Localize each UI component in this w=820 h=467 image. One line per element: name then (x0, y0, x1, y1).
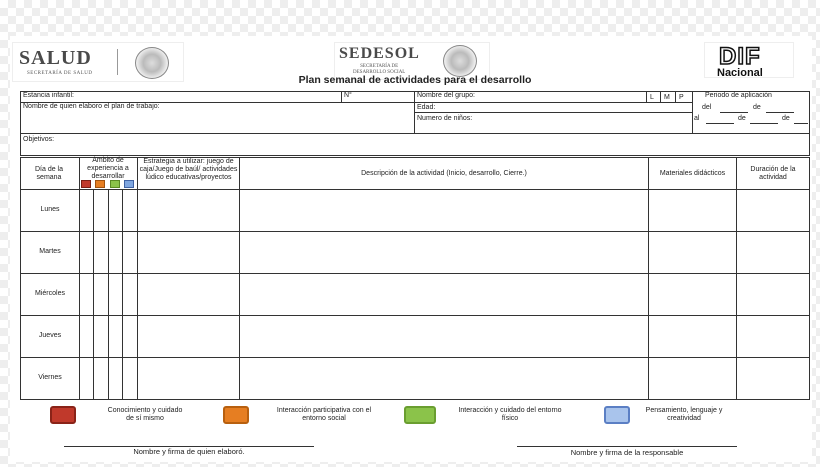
signature-line-right (517, 446, 737, 447)
sedesol-logo-subtext: SECRETARÍA DE DESARROLLO SOCIAL (353, 64, 406, 75)
divider (341, 91, 342, 102)
de-label-2: de (738, 115, 746, 122)
salud-logo-subtext: SECRETARÍA DE SALUD (27, 71, 93, 76)
day-viernes: Viernes (38, 374, 62, 381)
day-lunes: Lunes (40, 206, 60, 213)
salud-logo (12, 42, 184, 82)
col-dia-header: Día de la semana (34, 166, 64, 181)
estancia-label: Estancia infantil: (23, 92, 74, 99)
pensamiento-icon (124, 180, 134, 188)
del-field[interactable] (720, 112, 748, 113)
divider (736, 157, 737, 400)
del-label: del (702, 104, 712, 111)
dif-logo-text: DIF (719, 43, 761, 70)
de-label: de (753, 104, 761, 111)
divider (108, 189, 109, 400)
al-label: al (694, 115, 700, 122)
divider (692, 91, 693, 133)
elaboro-label: Nombre de quien elaboro el plan de trabajo: (23, 103, 160, 110)
divider (20, 357, 810, 358)
divider (93, 189, 94, 400)
interaccion-social-icon (95, 180, 105, 188)
mexico-seal-icon (443, 45, 477, 77)
dif-logo-subtext: Nacional (717, 67, 763, 79)
divider (675, 91, 676, 102)
conocimiento-icon (50, 406, 76, 424)
edad-label: Edad: (417, 104, 436, 111)
dif-logo (704, 42, 794, 78)
salud-logo-text: SALUD (19, 47, 92, 69)
signature-right-label: Nombre y firma de la responsable (570, 448, 684, 457)
de-field[interactable] (766, 112, 794, 113)
day-martes: Martes (39, 248, 61, 255)
interaccion-social-icon (223, 406, 249, 424)
grupo-label: Nombre del grupo: (417, 92, 475, 99)
divider (20, 189, 810, 190)
ninos-label: Numero de niños: (417, 115, 473, 122)
legend-entorno-fisico-text: Interacción y cuidado del entorno físico (458, 407, 562, 422)
sedesol-logo-text: SEDESOL (339, 45, 420, 62)
page-title: Plan semanal de actividades para el desarrollo (298, 74, 532, 86)
checkbox-p[interactable]: P (679, 94, 684, 101)
col-ambito-header: Ámbito de experiencia a desarrollar (87, 157, 129, 180)
divider (20, 133, 810, 134)
legend-pensamiento-text: Pensamiento, lenguaje y creatividad (645, 407, 723, 422)
entorno-fisico-icon (110, 180, 120, 188)
day-miercoles: Miércoles (35, 290, 65, 297)
col-materiales-header: Materiales didácticos (659, 170, 726, 177)
divider (122, 189, 123, 400)
al-field[interactable] (706, 123, 734, 124)
signature-left-label: Nombre y firma de quien elaboró. (133, 447, 245, 456)
divider (20, 315, 810, 316)
numero-label: N° (344, 92, 352, 99)
col-duracion-header: Duración de la actividad (750, 166, 796, 181)
divider (646, 91, 647, 102)
conocimiento-icon (81, 180, 91, 188)
day-jueves: Jueves (38, 332, 62, 339)
divider (20, 273, 810, 274)
logo-divider (117, 49, 118, 75)
de-field-3[interactable] (794, 123, 808, 124)
legend-conocimiento-text: Conocimiento y cuidado de sí mismo (107, 407, 183, 422)
legend-interaccion-social-text: Interacción participativa con el entorno social (276, 407, 372, 422)
objetivos-label: Objetivos: (23, 136, 55, 143)
checkbox-m[interactable]: M (664, 94, 670, 101)
divider (414, 112, 692, 113)
divider (20, 231, 810, 232)
mexico-seal-icon (135, 47, 169, 79)
divider (648, 157, 649, 400)
pensamiento-icon (604, 406, 630, 424)
divider (660, 91, 661, 102)
divider (239, 157, 240, 400)
divider (79, 157, 80, 400)
col-descripcion-header: Descripción de la actividad (Inicio, desarrollo, Cierre.) (361, 170, 527, 177)
divider (137, 157, 138, 400)
periodo-label: Periodo de aplicación (705, 92, 772, 99)
col-estrategia-header: Estrategia a utilizar: juego de caja/Juego de baúl/ actividades lúdico educativas/proyectos (139, 158, 238, 181)
de-label-3: de (782, 115, 790, 122)
checkbox-l[interactable]: L (650, 94, 654, 101)
entorno-fisico-icon (404, 406, 436, 424)
activity-table (20, 157, 810, 400)
de-field-2[interactable] (750, 123, 778, 124)
